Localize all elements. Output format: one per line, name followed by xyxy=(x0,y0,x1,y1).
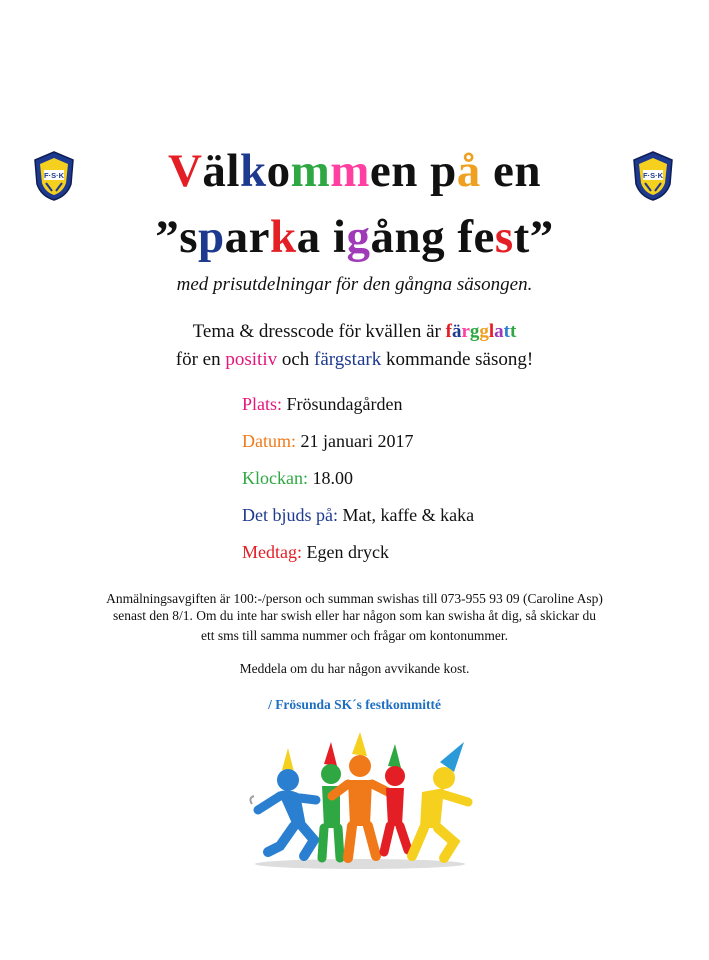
blue-figure xyxy=(250,748,316,856)
theme-line2-mid: och xyxy=(277,349,315,370)
title-line-1-segment: o xyxy=(266,145,291,197)
title-line-2-segment: ar xyxy=(224,211,270,263)
title-line-1-segment: k xyxy=(239,145,267,197)
theme-line-2 xyxy=(0,346,709,374)
title-line-1-segment: å xyxy=(456,145,481,197)
colorful-word-segment: ä xyxy=(451,321,462,342)
fargstark-word: färgstark xyxy=(314,349,382,370)
detail-time xyxy=(242,468,474,505)
title-line-1-segment: V xyxy=(167,145,203,197)
svg-text:F·S·K: F·S·K xyxy=(44,171,64,180)
colorful-word-segment: r xyxy=(461,321,470,342)
colorful-word-segment: t xyxy=(503,321,510,342)
title-line-2-segment: a i xyxy=(296,211,347,263)
detail-value: 18.00 xyxy=(307,468,353,488)
info-line-3: ett sms till samma nummer och frågar om kontonummer. xyxy=(200,628,509,643)
positiv-word: positiv xyxy=(225,349,278,370)
colorful-word-segment: t xyxy=(510,321,517,342)
party-figures-image xyxy=(244,730,476,870)
title-line-2-segment: ”s xyxy=(155,211,198,263)
info-line-1: Anmälningsavgiften är 100:-/person och summan swishas till 073-955 93 09 (Caroline Asp) xyxy=(106,591,603,606)
detail-value: Mat, kaffe & kaka xyxy=(338,505,475,525)
event-details xyxy=(242,394,474,579)
yellow-figure xyxy=(412,742,468,858)
detail-label: Medtag: xyxy=(242,542,302,562)
title-line-1-segment: en xyxy=(480,145,542,197)
title-line-2-segment: s xyxy=(494,211,514,263)
detail-food xyxy=(242,505,474,542)
theme-line2-prefix: för en xyxy=(175,349,226,370)
title-line-1-segment: l xyxy=(226,145,240,197)
info-line-2: senast den 8/1. Om du inte har swish eller har någon som kan swisha åt dig, så skickar du xyxy=(113,608,596,623)
detail-label: Plats: xyxy=(242,394,283,414)
colorful-word xyxy=(446,321,517,342)
detail-date xyxy=(242,431,474,468)
colorful-word-segment: f xyxy=(445,321,452,342)
detail-label: Det bjuds på: xyxy=(242,505,338,525)
title-line-2-segment: p xyxy=(197,211,225,263)
detail-bring xyxy=(242,542,474,579)
diet-note: Meddela om du har någon avvikande kost. xyxy=(239,661,470,676)
detail-value: Frösundagården xyxy=(282,394,403,414)
title-line-1 xyxy=(0,145,709,197)
colorful-word-segment: l xyxy=(488,321,495,342)
title-line-1-segment: m xyxy=(330,145,370,197)
detail-label: Datum: xyxy=(242,431,296,451)
colorful-word-segment: g xyxy=(479,321,489,342)
detail-place xyxy=(242,394,474,431)
red-figure xyxy=(384,744,408,852)
colorful-word-segment: a xyxy=(494,321,504,342)
theme-line2-suffix: kommande säsong! xyxy=(381,349,534,370)
title-line-2 xyxy=(0,211,709,263)
colorful-word-segment: g xyxy=(469,321,480,342)
title-line-2-segment: k xyxy=(270,211,297,263)
detail-value: Egen dryck xyxy=(302,542,389,562)
detail-value: 21 januari 2017 xyxy=(296,431,414,451)
title-line-2-segment: ång fe xyxy=(370,211,495,263)
signature: / Frösunda SK´s festkommitté xyxy=(268,697,441,712)
title-line-2-segment: t” xyxy=(513,211,554,263)
title-line-1-segment: p xyxy=(430,145,457,197)
theme-line-1 xyxy=(0,318,709,346)
title-line-1-segment: m xyxy=(290,145,331,197)
svg-text:F·S·K: F·S·K xyxy=(643,171,663,180)
title-line-2-segment: g xyxy=(346,211,371,263)
title-line-1-segment: en xyxy=(369,145,431,197)
theme-prefix: Tema & dresscode för kvällen är xyxy=(192,321,446,342)
detail-label: Klockan: xyxy=(242,468,308,488)
subtitle: med prisutdelningar för den gångna säsongen. xyxy=(176,274,533,295)
title-line-1-segment: ä xyxy=(202,145,227,197)
